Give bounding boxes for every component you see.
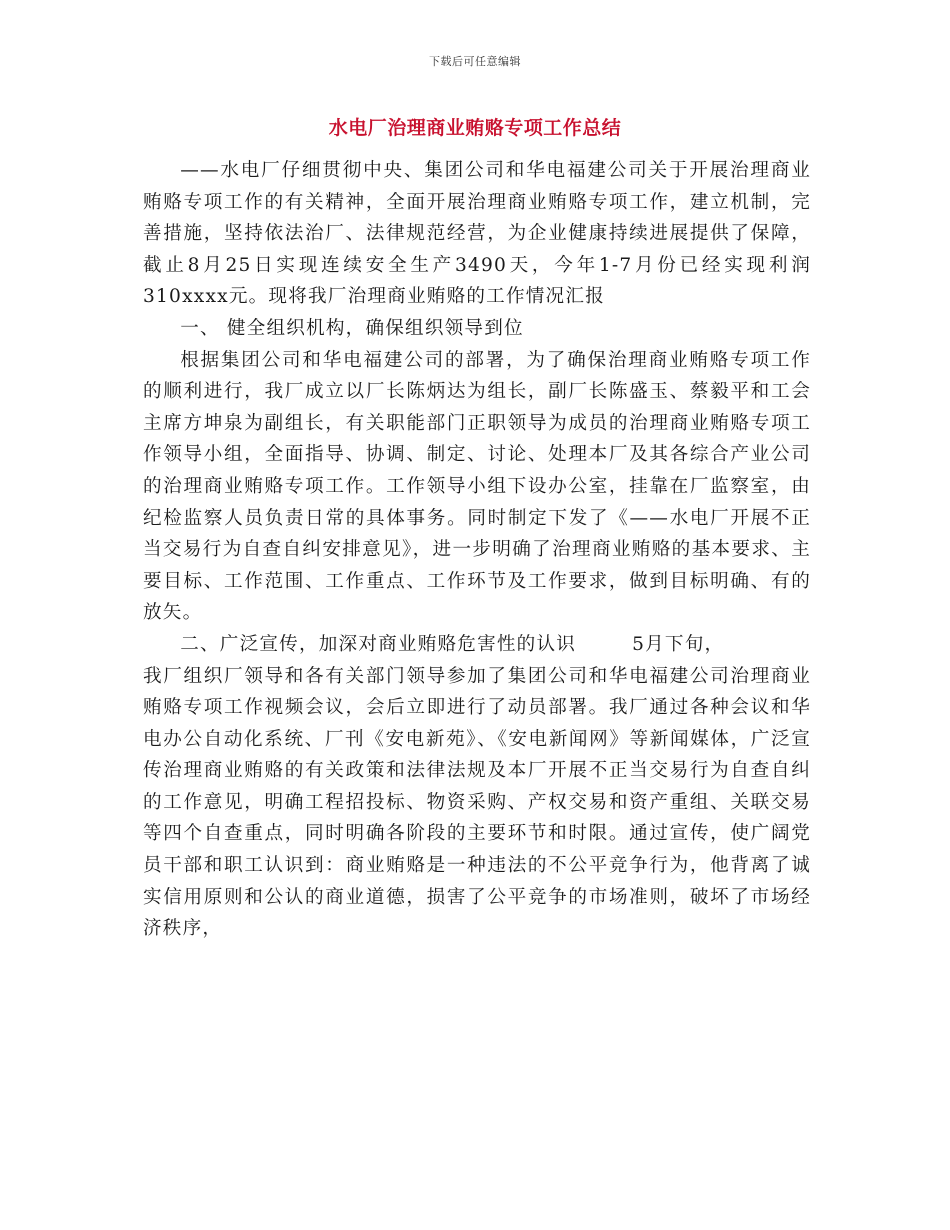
header-note: 下载后可任意编辑 bbox=[429, 55, 521, 68]
intro-paragraph: ——水电厂仔细贯彻中央、集团公司和华电福建公司关于开展治理商业贿赂专项工作的有关精神，全面开展治理商业贿赂专项工作，建立机制，完善措施，坚持依法治厂、法律规范经营，为企业健康持续进展提供了保障，截止8月25日实现连续安全生产3490天，今年1-7月份已经实现利润310xxxx元。现将我厂治理商业贿赂的工作情况汇报 bbox=[143, 160, 811, 308]
section-2-heading-line bbox=[143, 629, 811, 661]
document-title: 水电厂治理商业贿赂专项工作总结 bbox=[328, 117, 622, 139]
section-2-heading: 二、广泛宣传，加深对商业贿赂危害性的认识 bbox=[180, 633, 577, 655]
section-2-body: 我厂组织厂领导和各有关部门领导参加了集团公司和华电福建公司治理商业贿赂专项工作视频会议，会后立即进行了动员部署。我厂通过各种会议和华电办公自动化系统、厂刊《安电新苑》、《安电新闻网》等新闻媒体，广泛宣传治理商业贿赂的有关政策和法律法规及本厂开展不正当交易行为自查自纠的工作意见，明确工程招投标、物资采购、产权交易和资产重组、关联交易等四个自查重点，同时明确各阶段的主要环节和时限。通过宣传，使广阔党员干部和职工认识到：商业贿赂是一种违法的不公平竞争行为，他背离了诚实信用原则和公认的商业道德，损害了公平竞争的市场准则，破坏了市场经济秩序， bbox=[143, 665, 811, 940]
document-body bbox=[143, 155, 811, 945]
section-1-heading: 一、 健全组织机构，确保组织领导到位 bbox=[180, 317, 524, 339]
section-1-body: 根据集团公司和华电福建公司的部署，为了确保治理商业贿赂专项工作的顺利进行，我厂成立以厂长陈炳达为组长，副厂长陈盛玉、蔡毅平和工会主席方坤泉为副组长，有关职能部门正职领导为成员的治理商业贿赂专项工作领导小组，全面指导、协调、制定、讨论、处理本厂及其各综合产业公司的治理商业贿赂专项工作。工作领导小组下设办公室，挂靠在厂监察室，由纪检监察人员负责日常的具体事务。同时制定下发了《——水电厂开展不正当交易行为自查自纠安排意见》，进一步明确了治理商业贿赂的基本要求、主要目标、工作范围、工作重点、工作环节及工作要求，做到目标明确、有的放矢。 bbox=[143, 349, 811, 624]
section-2-body-start: 5月下旬， bbox=[632, 633, 725, 655]
